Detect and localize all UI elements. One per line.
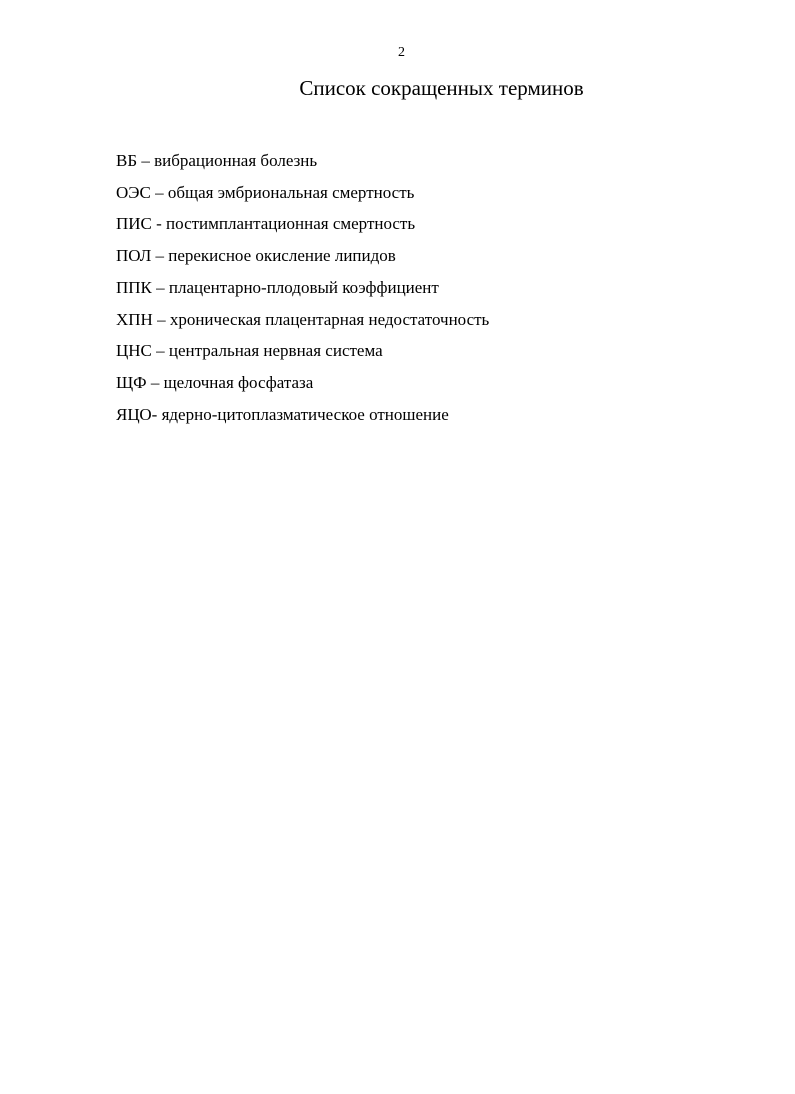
abbreviation-item-hpn: ХПН – хроническая плацентарная недостаточность xyxy=(116,309,490,329)
page-title: Список сокращенных терминов xyxy=(299,76,584,100)
abbreviation-item-pol: ПОЛ – перекисное окисление липидов xyxy=(116,246,396,266)
page-number: 2 xyxy=(398,45,405,60)
abbreviation-item-oes: ОЭС – общая эмбриональная смертность xyxy=(116,182,415,202)
abbreviation-item-shf: ЩФ – щелочная фосфатаза xyxy=(116,372,314,392)
abbreviation-item-vb: ВБ – вибрационная болезнь xyxy=(116,151,318,170)
abbreviation-item-ppk: ППК – плацентарно-плодовый коэффициент xyxy=(116,277,439,297)
abbreviation-item-cns: ЦНС – центральная нервная система xyxy=(116,341,383,361)
abbreviations-list xyxy=(116,145,756,430)
abbreviation-item-yaco: ЯЦО- ядерно-цитоплазматическое отношение xyxy=(116,404,449,424)
abbreviation-item-pis: ПИС - постимплантационная смертность xyxy=(116,214,416,234)
